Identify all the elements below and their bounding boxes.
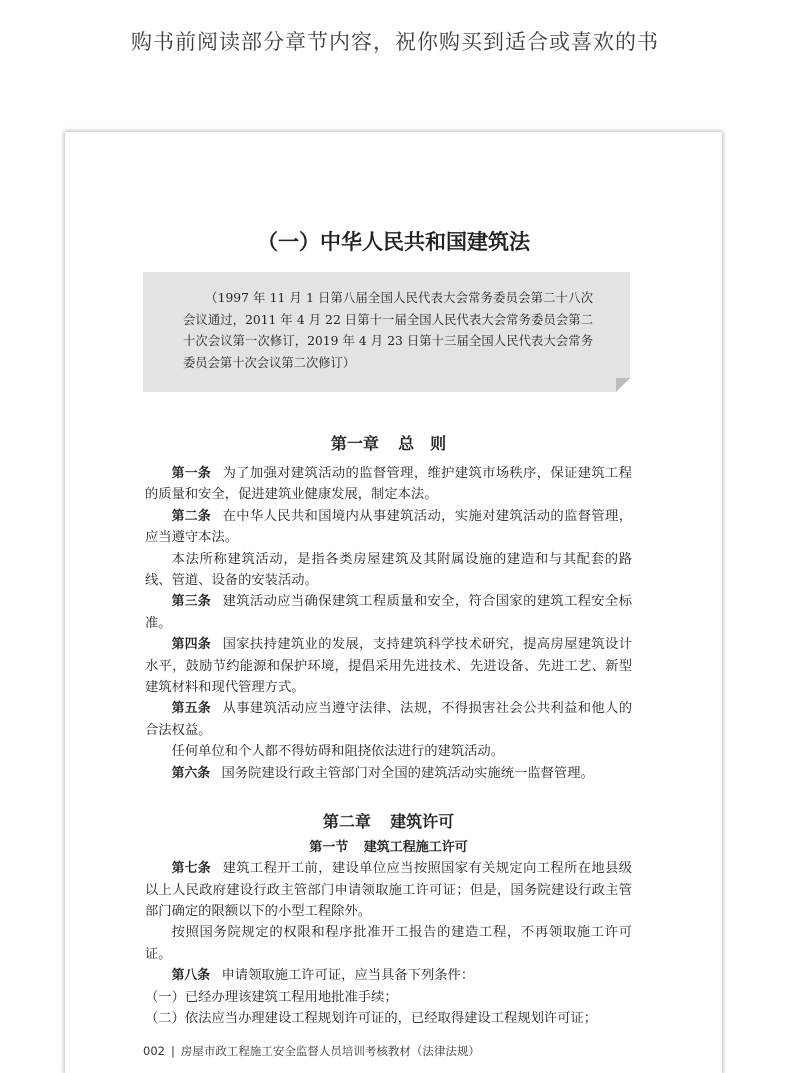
- chapter-number: 第二章: [322, 812, 371, 832]
- article-text: 本法所称建筑活动，是指各类房屋建筑及其附属设施的建造和与其配套的路线、管道、设备的安装活动。: [145, 551, 632, 589]
- article-number: 第八条: [171, 968, 210, 984]
- revision-note: （1997 年 11 月 1 日第八届全国人民代表大会常务委员会第二十八次会议通过，2011 年 4 月 22 日第十一届全国人民代表大会常务委员会第二十次会议第一次修订，2019 年 4 月 23 日第十三届全国人民代表大会常务委员会第十次会议第二次修订）: [183, 291, 593, 370]
- article-text: 任何单位和个人都不得妨碍和阻挠依法进行的建筑活动。: [171, 744, 505, 760]
- article-text: 申请领取施工许可证，应当具备下列条件：: [221, 968, 475, 984]
- article-text: 在中华人民共和国境内从事建筑活动，实施对建筑活动的监督管理，应当遵守本法。: [145, 508, 633, 546]
- article-text: 国务院建设行政主管部门对全国的建筑活动实施统一监督管理。: [221, 765, 594, 781]
- article-number: 第三条: [171, 594, 212, 610]
- article-paragraph: [145, 858, 632, 922]
- article-text: 建筑工程开工前，建设单位应当按照国家有关规定向工程所在地县级以上人民政府建设行政主管部门申请领取施工许可证；但是，国务院建设行政主管部门确定的限额以下的小型工程除外。: [145, 861, 633, 919]
- revision-note-box: [143, 272, 630, 392]
- section-heading: [145, 838, 632, 858]
- section-name: 建筑工程施工许可: [363, 840, 468, 856]
- article-paragraph: [145, 506, 632, 549]
- condition-item: （一）已经办理该建筑工程用地批准手续；: [145, 989, 398, 1005]
- article-paragraph: [145, 741, 632, 762]
- book-title: 房屋市政工程施工安全监督人员培训考核教材（法律法规）: [180, 1044, 480, 1059]
- article-paragraph: [145, 698, 632, 741]
- article-paragraph: [145, 549, 632, 592]
- condition-item: （二）依法应当办理建设工程规划许可证的，已经取得建设工程规划许可证；: [145, 1010, 598, 1026]
- promo-banner: 购书前阅读部分章节内容，祝你购买到适合或喜欢的书: [131, 30, 659, 54]
- article-paragraph: [145, 634, 632, 698]
- law-title: （一）中华人民共和国建筑法: [257, 230, 530, 254]
- article-number: 第六条: [171, 765, 210, 781]
- chapter-2-articles: [145, 858, 632, 986]
- page-footer: [143, 1029, 722, 1059]
- book-page: [65, 132, 722, 1073]
- article-text: 建筑活动应当确保建筑工程质量和安全，符合国家的建筑工程安全标准。: [145, 594, 633, 631]
- chapter-heading: [145, 432, 632, 456]
- article-paragraph: [145, 763, 632, 784]
- article-paragraph: [145, 965, 632, 986]
- chapter-1-articles: [145, 463, 632, 784]
- article-paragraph: [145, 591, 632, 634]
- page-number: 002: [143, 1044, 165, 1059]
- chapter-heading: [145, 810, 632, 834]
- article-text: 从事建筑活动应当遵守法律、法规，不得损害社会公共利益和他人的合法权益。: [145, 701, 633, 738]
- article-text: 按照国务院规定的权限和程序批准开工报告的建造工程，不再领取施工许可证。: [145, 925, 632, 962]
- article-paragraph: [145, 463, 632, 506]
- article-text: 为了加强对建筑活动的监督管理，维护建筑市场秩序，保证建筑工程的质量和安全，促进建筑业健康发展，制定本法。: [145, 466, 633, 503]
- folded-corner-shade: [616, 378, 630, 392]
- chapter-2: [145, 810, 632, 1029]
- article-text: 国家扶持建筑业的发展，支持建筑科学技术研究，提高房屋建筑设计水平，鼓励节约能源和保护环境，提倡采用先进技术、先进设备、先进工艺、新型建筑材料和现代管理方式。: [145, 637, 633, 696]
- article-number: 第一条: [171, 466, 212, 481]
- footer-separator: |: [170, 1044, 175, 1059]
- article-number: 第七条: [171, 861, 212, 877]
- chapter-name: 总 则: [398, 434, 447, 453]
- article-paragraph: [145, 922, 632, 965]
- article-number: 第二条: [171, 508, 212, 524]
- chapter-number: 第一章: [330, 434, 379, 453]
- article-number: 第五条: [171, 701, 212, 717]
- section-number: 第一节: [309, 840, 349, 856]
- chapter-1: [145, 432, 632, 784]
- article-number: 第四条: [171, 637, 212, 653]
- chapter-name: 建筑许可: [390, 812, 455, 832]
